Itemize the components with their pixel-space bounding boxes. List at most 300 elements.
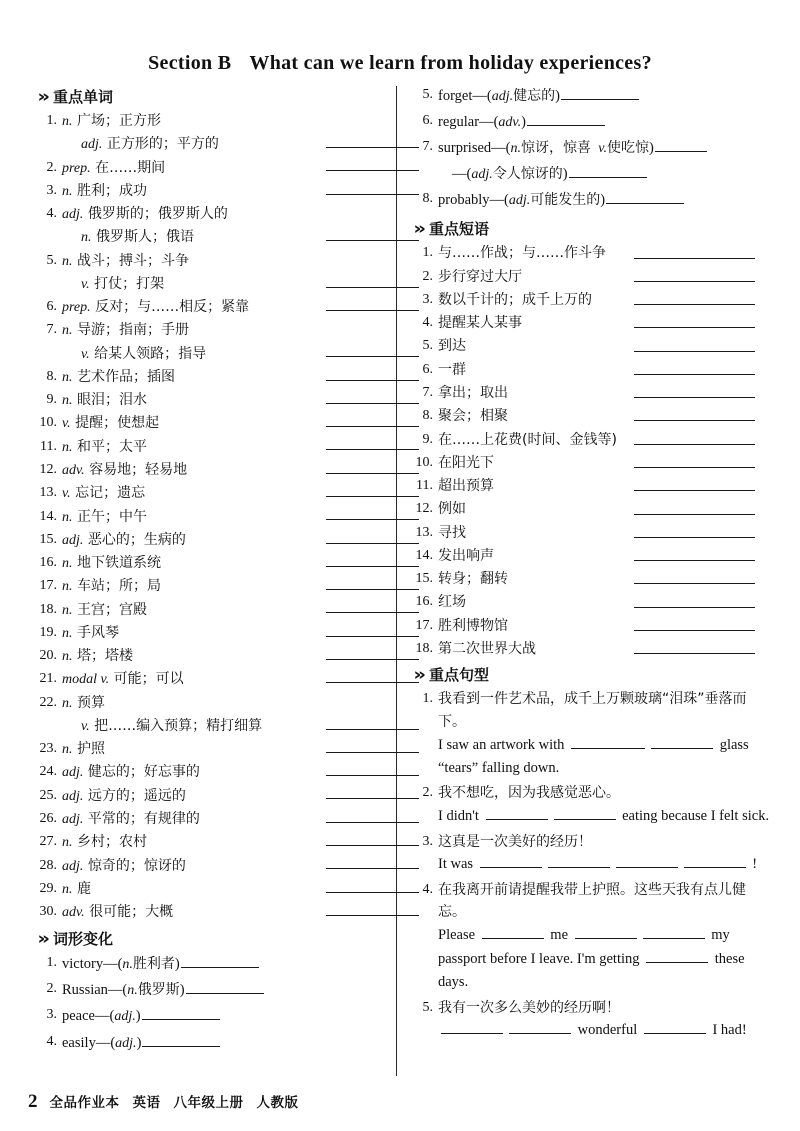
- answer-blank-line[interactable]: [606, 190, 684, 205]
- word-form-base: easily—: [62, 1034, 111, 1051]
- entry-meaning: 王宫；宫殿: [72, 601, 147, 618]
- entry-number: 6.: [422, 361, 433, 377]
- paren-open: (: [505, 140, 511, 157]
- vocab-entry: [34, 482, 392, 504]
- entry-meaning: 在……期间: [90, 159, 166, 176]
- entry-number: 7.: [422, 139, 433, 155]
- vocab-entry: [34, 343, 392, 365]
- word-form-row: [34, 952, 392, 977]
- answer-blank-line[interactable]: [142, 1032, 220, 1047]
- answer-blank-line[interactable]: [326, 380, 419, 381]
- answer-blank-line[interactable]: [326, 636, 419, 637]
- paren-open: (: [122, 982, 128, 999]
- entry-text: [62, 439, 147, 455]
- answer-blank[interactable]: [548, 854, 610, 869]
- part-of-speech: n.: [510, 141, 522, 157]
- answer-blank-line[interactable]: [326, 147, 419, 148]
- entry-text: [62, 578, 161, 594]
- answer-blank[interactable]: [554, 805, 616, 820]
- section-title: What can we learn from holiday experiences?: [249, 52, 652, 74]
- answer-blank[interactable]: [571, 734, 645, 749]
- answer-blank-line[interactable]: [634, 653, 755, 654]
- part-of-speech: n.: [62, 602, 73, 618]
- answer-blank-line[interactable]: [326, 682, 419, 683]
- entry-number: 17.: [415, 617, 433, 633]
- paren-close: ): [179, 982, 185, 999]
- vocab-entry: [34, 250, 392, 272]
- answer-blank-line[interactable]: [634, 630, 755, 631]
- vocab-entry: [34, 552, 392, 574]
- entry-text: [62, 648, 133, 664]
- entry-meaning: 乡村；农村: [72, 834, 147, 851]
- entry-number: 5.: [46, 252, 57, 268]
- answer-blank[interactable]: [509, 1020, 571, 1035]
- answer-blank-line[interactable]: [181, 954, 259, 969]
- entry-meaning: 可能；可以: [109, 671, 184, 688]
- part-of-speech: n.: [62, 649, 73, 665]
- key-phrases-list: [410, 242, 770, 660]
- entry-body: [62, 761, 392, 783]
- entry-text: [62, 532, 186, 548]
- sentence-fragment: I had!: [708, 1022, 747, 1039]
- answer-blank[interactable]: [482, 924, 544, 939]
- entry-meaning: 鹿: [72, 880, 91, 897]
- part-of-speech: adj.: [62, 788, 84, 804]
- entry-body: [62, 738, 392, 760]
- entry-meaning: 提醒；使想起: [70, 415, 160, 432]
- answer-blank-line[interactable]: [326, 287, 419, 288]
- entry-number: 25.: [39, 787, 57, 803]
- entry-text: [62, 811, 200, 827]
- entry-body: [62, 529, 392, 551]
- phrase-meaning: 在阳光下: [438, 454, 494, 471]
- entry-number: 24.: [39, 764, 57, 780]
- part-of-speech: v.: [81, 346, 90, 362]
- section-heading-word-forms: [38, 928, 392, 949]
- entry-meaning: 地下铁道系统: [72, 555, 161, 572]
- entry-meaning: 惊奇的；惊讶的: [83, 857, 186, 874]
- vocab-entry: [34, 110, 392, 132]
- vocab-entry: [34, 715, 392, 737]
- answer-blank-line[interactable]: [634, 560, 755, 561]
- part-of-speech: n.: [62, 625, 73, 641]
- answer-blank-line[interactable]: [326, 473, 419, 474]
- entry-body: [62, 273, 392, 295]
- entry-body: [438, 136, 770, 161]
- continuation-dash: —(: [452, 166, 472, 183]
- word-form-base: victory—: [62, 956, 118, 973]
- answer-blank-line[interactable]: [326, 612, 419, 613]
- sentence-fragment: wonderful: [574, 1022, 641, 1039]
- entry-body: [62, 552, 392, 574]
- entry-body: [438, 289, 770, 311]
- answer-blank-line[interactable]: [326, 426, 419, 427]
- entry-text: [62, 229, 194, 245]
- page-title: [0, 52, 800, 75]
- sentence-entry: [410, 782, 770, 828]
- entry-number: 18.: [415, 640, 433, 656]
- entry-number: 9.: [422, 431, 433, 447]
- answer-blank-line[interactable]: [142, 1006, 220, 1021]
- entry-body: [438, 545, 770, 567]
- answer-blank-line[interactable]: [326, 822, 419, 823]
- entry-text: [62, 346, 206, 362]
- entry-number: 3.: [422, 833, 433, 849]
- phrase-entry: [410, 359, 770, 381]
- footer-part: 全品作业本: [49, 1095, 120, 1111]
- sentence-fragment: !: [748, 856, 758, 873]
- entry-body: [62, 506, 392, 528]
- entry-body: [438, 782, 770, 828]
- entry-body: [62, 412, 392, 434]
- answer-blank-line[interactable]: [326, 310, 419, 311]
- entry-body: [62, 901, 392, 923]
- entry-meaning: 正午；中午: [72, 508, 147, 525]
- answer-blank-line[interactable]: [326, 729, 419, 730]
- answer-blank-line[interactable]: [326, 566, 419, 567]
- footer-part: 英语: [132, 1095, 161, 1111]
- part-of-speech: n.: [62, 742, 73, 758]
- entry-body: [62, 250, 392, 272]
- entry-number: 5.: [422, 87, 433, 102]
- answer-blank-line[interactable]: [634, 583, 755, 584]
- word-form-row: [34, 978, 392, 1003]
- phrase-entry: [410, 638, 770, 660]
- phrase-meaning: 数以千计的；成千上万的: [438, 291, 592, 308]
- entry-body: [438, 405, 770, 427]
- answer-blank-line[interactable]: [326, 589, 419, 590]
- answer-blank-line[interactable]: [326, 519, 419, 520]
- entry-text: [62, 764, 200, 780]
- answer-blank-line[interactable]: [634, 281, 755, 282]
- sentence-fragment: eating because I felt sick.: [618, 808, 770, 825]
- entry-body: [62, 459, 392, 481]
- entry-body: [438, 382, 770, 404]
- answer-blank-line[interactable]: [634, 490, 755, 491]
- entry-body: [62, 180, 392, 202]
- section-heading-label: 重点句型: [428, 667, 489, 685]
- part-of-speech: n.: [62, 253, 73, 269]
- answer-blank[interactable]: [643, 924, 705, 939]
- answer-blank-line[interactable]: [326, 356, 419, 357]
- answer-blank-line[interactable]: [326, 915, 419, 916]
- key-sentences-list: [410, 688, 770, 1043]
- phrase-meaning: 发出响声: [438, 547, 494, 564]
- answer-blank-line[interactable]: [634, 467, 755, 468]
- answer-blank-line[interactable]: [634, 258, 755, 259]
- sentence-chinese: 这真是一次美好的经历！: [438, 833, 592, 850]
- part-of-speech: n.: [62, 835, 73, 851]
- entry-number: 20.: [39, 648, 57, 664]
- entry-number: 2.: [422, 785, 433, 801]
- word-form-entry: [410, 136, 770, 187]
- entry-body: [438, 879, 770, 995]
- vocab-entry: [34, 785, 392, 807]
- entry-meaning: 塔；塔楼: [72, 648, 133, 665]
- vocab-entry: [34, 389, 392, 411]
- entry-number: 6.: [46, 299, 57, 315]
- phrase-entry: [410, 266, 770, 288]
- entry-meaning: 护照: [72, 741, 105, 758]
- paren-close: ): [648, 140, 654, 157]
- entry-number: 1.: [422, 245, 433, 261]
- part-of-speech: v.: [81, 718, 90, 734]
- entry-text: [62, 718, 262, 734]
- answer-blank-line[interactable]: [655, 137, 707, 152]
- answer-blank-line[interactable]: [634, 327, 755, 328]
- entry-text: [62, 369, 175, 385]
- entry-text: [62, 485, 145, 501]
- phrase-meaning: 到达: [438, 338, 466, 355]
- answer-blank-line[interactable]: [634, 397, 755, 398]
- answer-blank-line[interactable]: [634, 420, 755, 421]
- section-label: Section B: [148, 52, 232, 74]
- answer-blank-line[interactable]: [326, 496, 419, 497]
- phrase-entry: [410, 568, 770, 590]
- entry-body: [438, 688, 770, 780]
- paren-open: (: [110, 1034, 116, 1051]
- answer-blank[interactable]: [616, 854, 678, 869]
- word-form-base: probably—: [438, 192, 505, 209]
- entry-body: [438, 84, 770, 109]
- answer-blank-line[interactable]: [634, 444, 755, 445]
- entry-meaning: 把……编入预算；精打细算: [89, 717, 263, 734]
- vocab-entry: [34, 855, 392, 877]
- part-of-speech: adv.: [62, 905, 85, 921]
- paren-meaning: 使吃惊: [606, 140, 649, 157]
- answer-blank-line[interactable]: [634, 607, 755, 608]
- entry-number: 3.: [46, 1007, 57, 1023]
- entry-meaning: 容易地；轻易地: [84, 461, 188, 478]
- sentence-english: [438, 805, 770, 828]
- entry-body: [438, 568, 770, 590]
- sentence-fragment: Please: [438, 927, 479, 944]
- entry-body: [62, 133, 392, 155]
- entry-body: [62, 715, 392, 737]
- sentence-fragment: these days.: [438, 950, 745, 991]
- column-divider: [396, 86, 397, 1076]
- phrase-entry: [410, 335, 770, 357]
- answer-blank-line[interactable]: [527, 111, 605, 126]
- answer-blank[interactable]: [575, 924, 637, 939]
- entry-meaning: 导游；指南；手册: [72, 322, 189, 339]
- entry-number: 17.: [39, 578, 57, 594]
- phrase-entry: [410, 452, 770, 474]
- paren-open: (: [504, 192, 509, 209]
- sentence-entry: [410, 879, 770, 995]
- answer-blank[interactable]: [644, 1020, 706, 1035]
- entry-body: [438, 522, 770, 544]
- entry-number: 1.: [422, 691, 433, 707]
- answer-blank-line[interactable]: [634, 374, 755, 375]
- entry-body: [438, 359, 770, 381]
- answer-blank-line[interactable]: [326, 170, 419, 171]
- entry-number: 28.: [39, 857, 57, 873]
- answer-blank[interactable]: [684, 854, 746, 869]
- paren-close: ): [555, 88, 560, 104]
- part-of-speech: adj.: [508, 193, 531, 209]
- entry-number: 30.: [39, 904, 57, 920]
- entry-text: [62, 253, 189, 269]
- vocab-entry: [34, 133, 392, 155]
- sentence-fragment: my passport before I leave. I'm getting: [438, 927, 730, 967]
- phrase-entry: [410, 312, 770, 334]
- phrase-meaning: 步行穿过大厅: [438, 268, 522, 285]
- answer-blank-line[interactable]: [326, 845, 419, 846]
- vocab-entry: [34, 180, 392, 202]
- sentence-english: [438, 924, 770, 994]
- entry-number: 7.: [422, 384, 433, 400]
- entry-number: 7.: [46, 322, 57, 338]
- entry-body: [438, 242, 770, 264]
- vocab-entry: [34, 412, 392, 434]
- entry-meaning: 忘记；遗忘: [70, 485, 146, 502]
- entry-body: [62, 978, 392, 1003]
- entry-number: 5.: [422, 338, 433, 354]
- entry-number: 4.: [46, 1033, 57, 1049]
- section-heading-key-words: [38, 86, 392, 107]
- paren-close: ): [521, 114, 526, 131]
- entry-number: 2.: [46, 981, 57, 997]
- word-form-row: [34, 1004, 392, 1029]
- entry-text: [62, 671, 184, 687]
- answer-blank-line[interactable]: [634, 537, 755, 538]
- entry-text: [62, 625, 119, 641]
- entry-meaning: 战斗；搏斗；斗争: [72, 252, 189, 269]
- vocab-entry: [34, 203, 392, 225]
- part-of-speech: v.: [81, 276, 90, 292]
- part-of-speech: n.: [62, 323, 73, 339]
- phrase-entry: [410, 405, 770, 427]
- vocab-entry: [34, 436, 392, 458]
- answer-blank-line[interactable]: [326, 194, 419, 195]
- phrase-entry: [410, 475, 770, 497]
- answer-blank-line[interactable]: [326, 403, 419, 404]
- answer-blank-line[interactable]: [561, 85, 639, 100]
- answer-blank-line[interactable]: [634, 514, 755, 515]
- answer-blank-line[interactable]: [326, 449, 419, 450]
- part-of-speech: n.: [62, 881, 73, 897]
- answer-blank-line[interactable]: [326, 868, 419, 869]
- phrase-meaning: 胜利博物馆: [438, 617, 508, 634]
- answer-blank-line[interactable]: [634, 351, 755, 352]
- answer-blank-line[interactable]: [326, 892, 419, 893]
- sentence-chinese: 在我离开前请提醒我带上护照。这些天我有点儿健忘。: [438, 881, 746, 921]
- entry-meaning: 正方形的；平方的: [102, 136, 219, 153]
- answer-blank-line[interactable]: [326, 659, 419, 660]
- answer-blank-line[interactable]: [186, 980, 264, 995]
- chevron-double-right-icon: »: [413, 218, 423, 239]
- entry-number: 15.: [39, 531, 57, 547]
- entry-number: 22.: [39, 694, 57, 710]
- phrase-entry: [410, 382, 770, 404]
- entry-number: 9.: [46, 392, 57, 408]
- sentence-fragment: me: [546, 927, 572, 944]
- footer-text: [50, 1091, 312, 1111]
- phrase-meaning: 第二次世界大战: [438, 640, 536, 657]
- phrase-entry: [410, 522, 770, 544]
- entry-number: 12.: [415, 501, 433, 517]
- answer-blank[interactable]: [646, 948, 708, 963]
- phrase-entry: [410, 615, 770, 637]
- entry-body: [438, 591, 770, 613]
- entry-body: [62, 389, 392, 411]
- answer-blank-line[interactable]: [634, 304, 755, 305]
- answer-blank[interactable]: [651, 734, 713, 749]
- vocab-entry: [34, 622, 392, 644]
- part-of-speech: adv.: [498, 115, 522, 131]
- answer-blank-line[interactable]: [326, 543, 419, 544]
- vocab-entry: [34, 296, 392, 318]
- section-heading-label: 重点短语: [428, 221, 489, 239]
- entry-text: [62, 858, 186, 874]
- phrase-meaning: 寻找: [438, 524, 466, 541]
- entry-meaning: 车站；所；局: [72, 578, 161, 595]
- entry-body: [62, 692, 392, 714]
- word-form-row: [410, 136, 770, 161]
- answer-blank[interactable]: [441, 1020, 503, 1035]
- entry-text: [62, 462, 187, 478]
- word-form-base: Russian—: [62, 982, 123, 999]
- entry-text: [62, 834, 147, 850]
- entry-body: [62, 1004, 392, 1029]
- answer-blank-line[interactable]: [569, 163, 647, 178]
- entry-body: [438, 997, 770, 1043]
- answer-blank-line[interactable]: [326, 775, 419, 776]
- entry-body: [62, 645, 392, 667]
- word-form-base: peace—: [62, 1008, 110, 1025]
- vocab-entry: [34, 668, 392, 690]
- answer-blank[interactable]: [486, 805, 548, 820]
- vocab-entry: [34, 319, 392, 341]
- entry-text: [62, 415, 159, 431]
- word-form-entry: [34, 952, 392, 977]
- vocab-entry: [34, 738, 392, 760]
- entry-number: 2.: [422, 268, 433, 284]
- entry-number: 6.: [422, 113, 433, 129]
- entry-text: [62, 392, 147, 408]
- entry-body: [62, 226, 392, 248]
- answer-blank-line[interactable]: [326, 798, 419, 799]
- part-of-speech: prep.: [62, 160, 91, 176]
- answer-blank-line[interactable]: [326, 752, 419, 753]
- entry-text: [62, 136, 219, 152]
- entry-meaning: 很可能；大概: [84, 904, 174, 921]
- entry-number: 10.: [415, 454, 433, 470]
- part-of-speech: prep.: [62, 300, 91, 316]
- page-number: 2: [28, 1091, 38, 1112]
- word-form-row: [34, 1031, 392, 1056]
- part-of-speech: adv.: [62, 462, 85, 478]
- entry-meaning: 给某人领路；指导: [89, 345, 207, 362]
- answer-blank[interactable]: [480, 854, 542, 869]
- page-footer: [28, 1091, 312, 1113]
- entry-text: [62, 206, 228, 222]
- phrase-entry: [410, 242, 770, 264]
- word-form-row: [410, 188, 770, 213]
- part-of-speech: adj.: [114, 1009, 136, 1025]
- entry-meaning: 眼泪；泪水: [72, 392, 147, 409]
- entry-body: [62, 668, 392, 690]
- part-of-speech: n.: [62, 393, 73, 409]
- answer-blank-line[interactable]: [326, 240, 419, 241]
- part-of-speech: adj.: [471, 167, 493, 183]
- entry-number: 11.: [416, 478, 433, 494]
- entry-body: [62, 878, 392, 900]
- entry-text: [62, 555, 161, 571]
- entry-body: [62, 343, 392, 365]
- footer-part: 人教版: [256, 1095, 299, 1111]
